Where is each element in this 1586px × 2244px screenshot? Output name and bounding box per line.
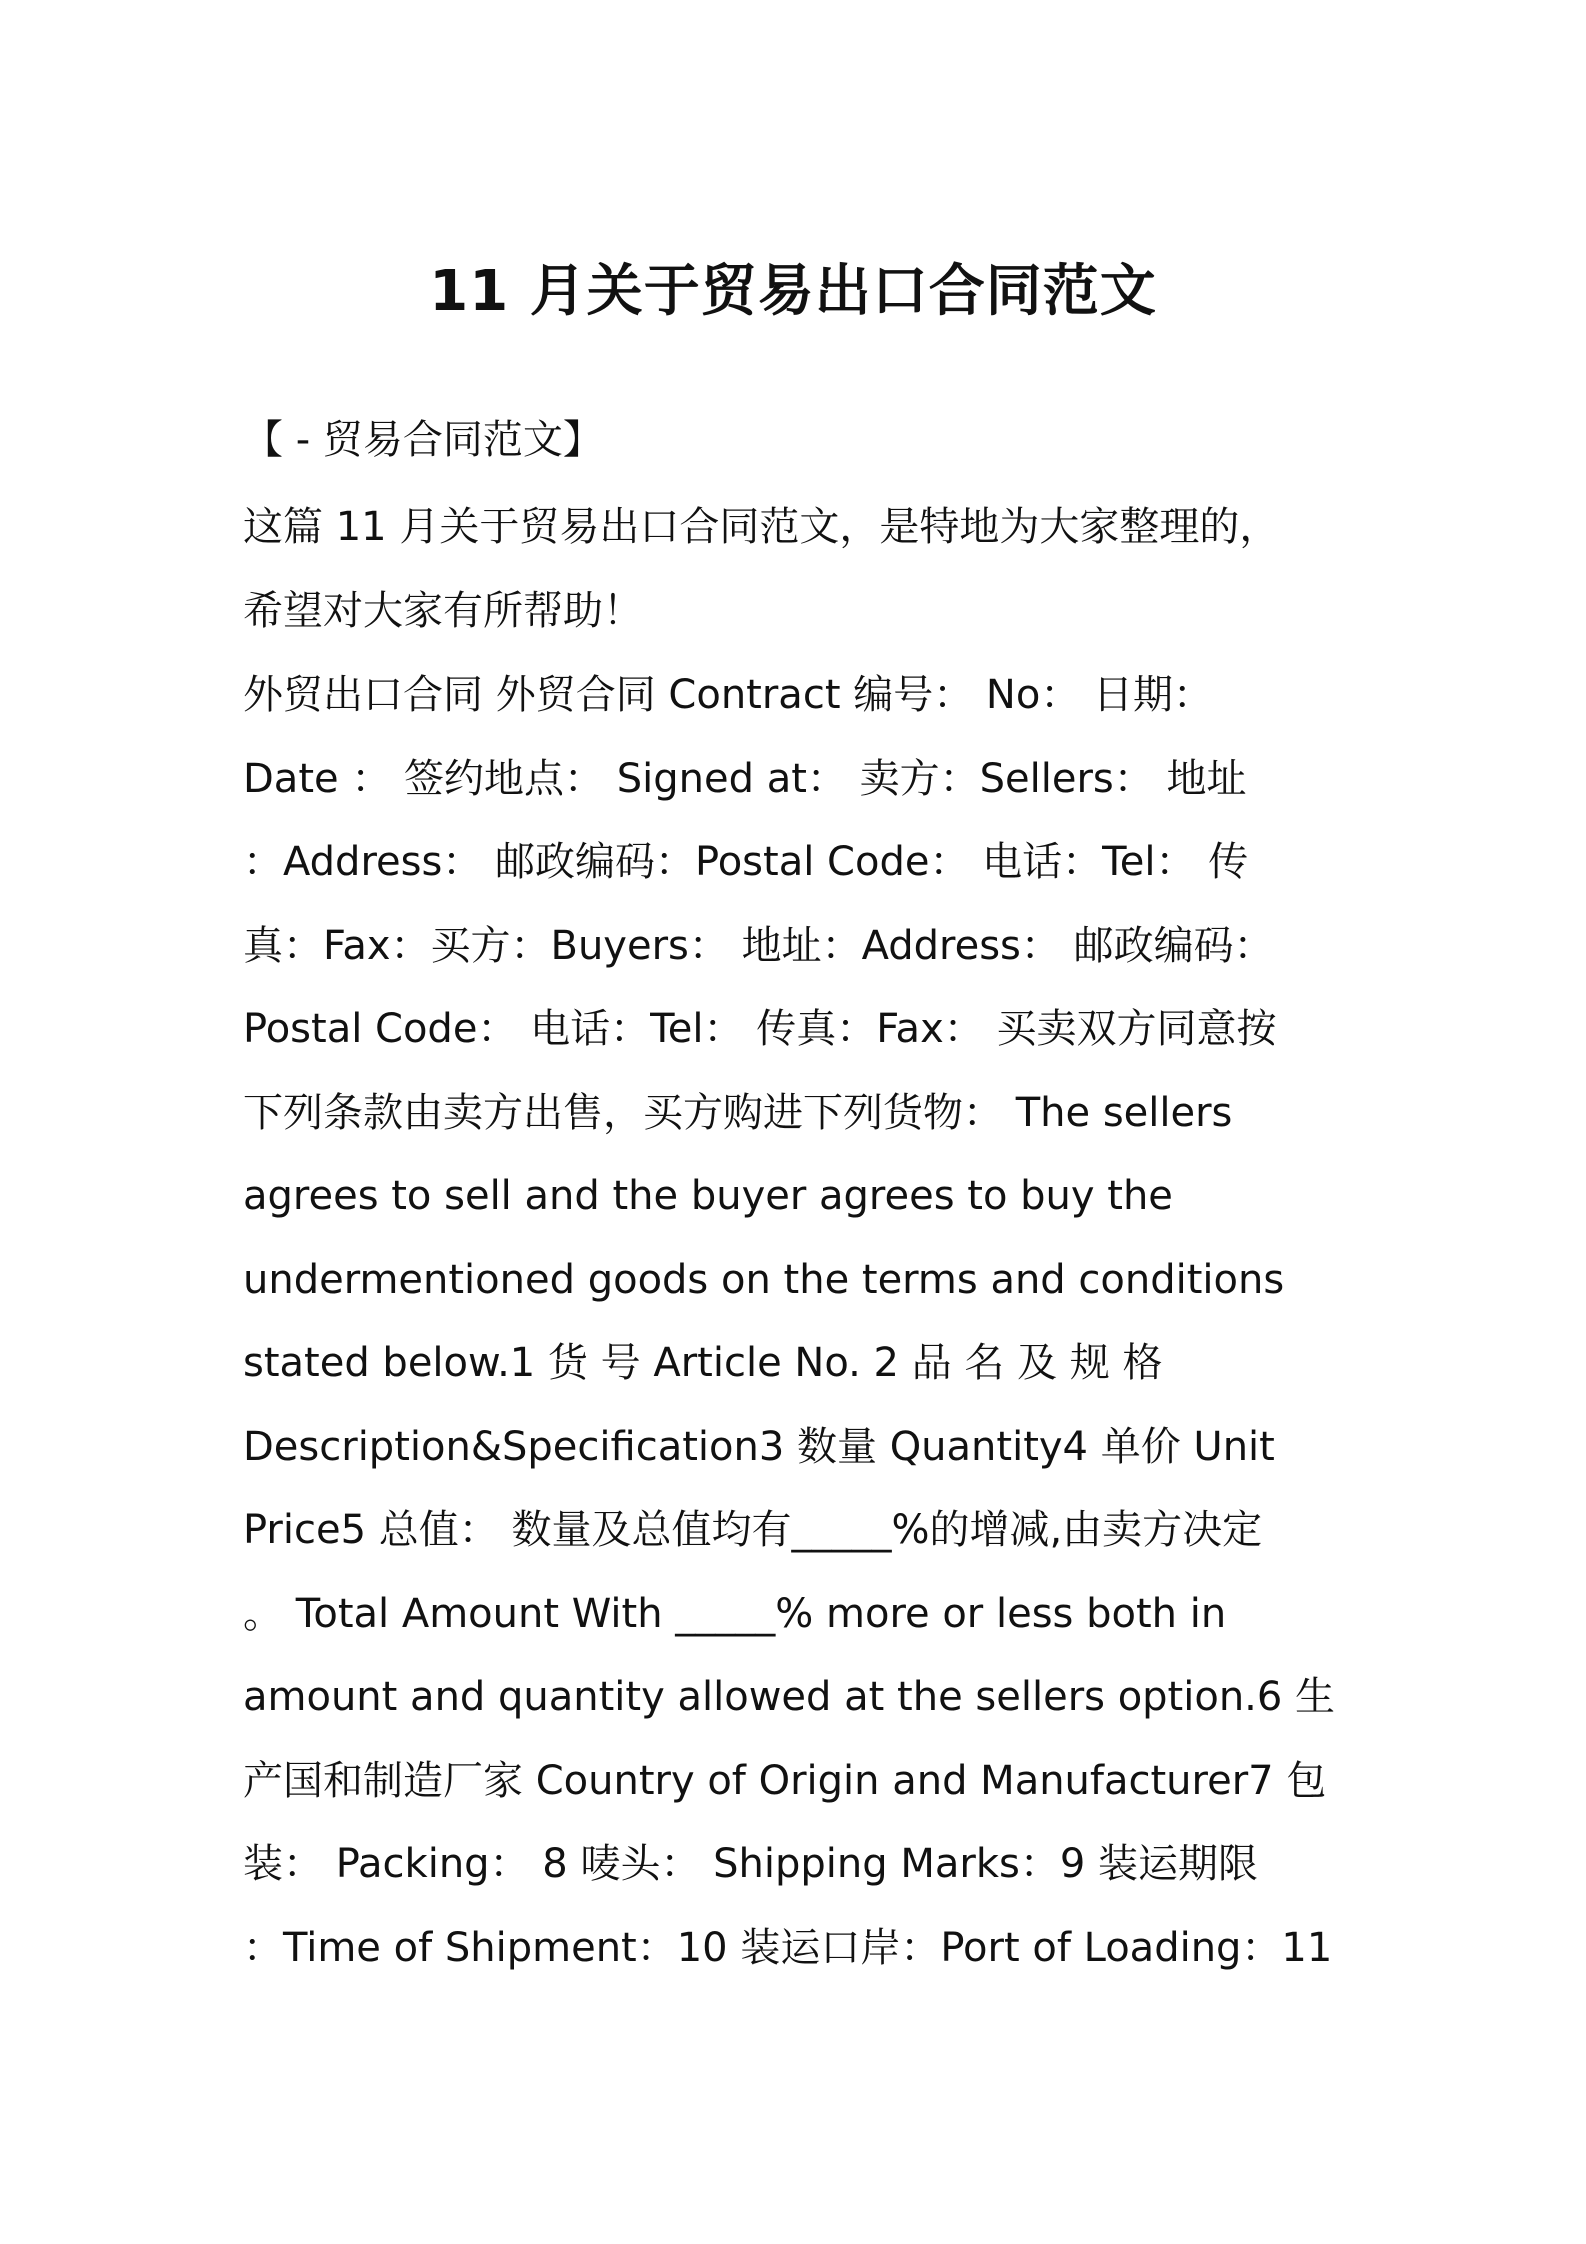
contract-line: Date ： 签约地点： Signed at： 卖方：Sellers： 地址	[243, 755, 1247, 802]
contract-line: amount and quantity allowed at the sellers option.6 生	[243, 1674, 1336, 1720]
contract-line: Price5 总值： 数量及总值均有_____%的增减,由卖方决定	[243, 1507, 1263, 1553]
contract-line: 产国和制造厂家 Country of Origin and Manufacturer7 包	[243, 1757, 1327, 1804]
contract-line: Description&Specification3 数量 Quantity4 单价 Unit	[243, 1423, 1275, 1470]
document-title: 11 月关于贸易出口合同范文	[429, 259, 1157, 324]
contract-line: 下列条款由卖方出售，买方购进下列货物： The sellers	[243, 1089, 1233, 1136]
intro-line: 这篇 11 月关于贸易出口合同范文，是特地为大家整理的，	[243, 504, 1280, 550]
contract-paragraph	[243, 654, 1355, 1990]
contract-line: 。 Total Amount With _____% more or less both in	[243, 1590, 1227, 1637]
contract-line: 装： Packing： 8 唛头： Shipping Marks：9 装运期限	[243, 1841, 1258, 1887]
category-tag: 【 - 贸易合同范文】	[243, 417, 603, 463]
contract-line: ：Address： 邮政编码：Postal Code： 电话：Tel： 传	[243, 839, 1249, 885]
contract-line: stated below.1 货 号 Article No. 2 品 名 及 规 格	[243, 1340, 1163, 1386]
intro-paragraph	[243, 486, 1355, 653]
intro-line: 希望对大家有所帮助！	[243, 587, 643, 634]
contract-line: agrees to sell and the buyer agrees to buy the	[243, 1173, 1173, 1219]
contract-line: 真：Fax：买方：Buyers： 地址：Address： 邮政编码：	[243, 922, 1274, 969]
contract-line: 外贸出口合同 外贸合同 Contract 编号： No： 日期：	[243, 672, 1214, 718]
contract-line: ：Time of Shipment：10 装运口岸：Port of Loading：11	[243, 1924, 1333, 1971]
contract-line: undermentioned goods on the terms and conditions	[243, 1256, 1285, 1303]
contract-line: Postal Code： 电话：Tel： 传真：Fax： 买卖双方同意按	[243, 1006, 1277, 1052]
